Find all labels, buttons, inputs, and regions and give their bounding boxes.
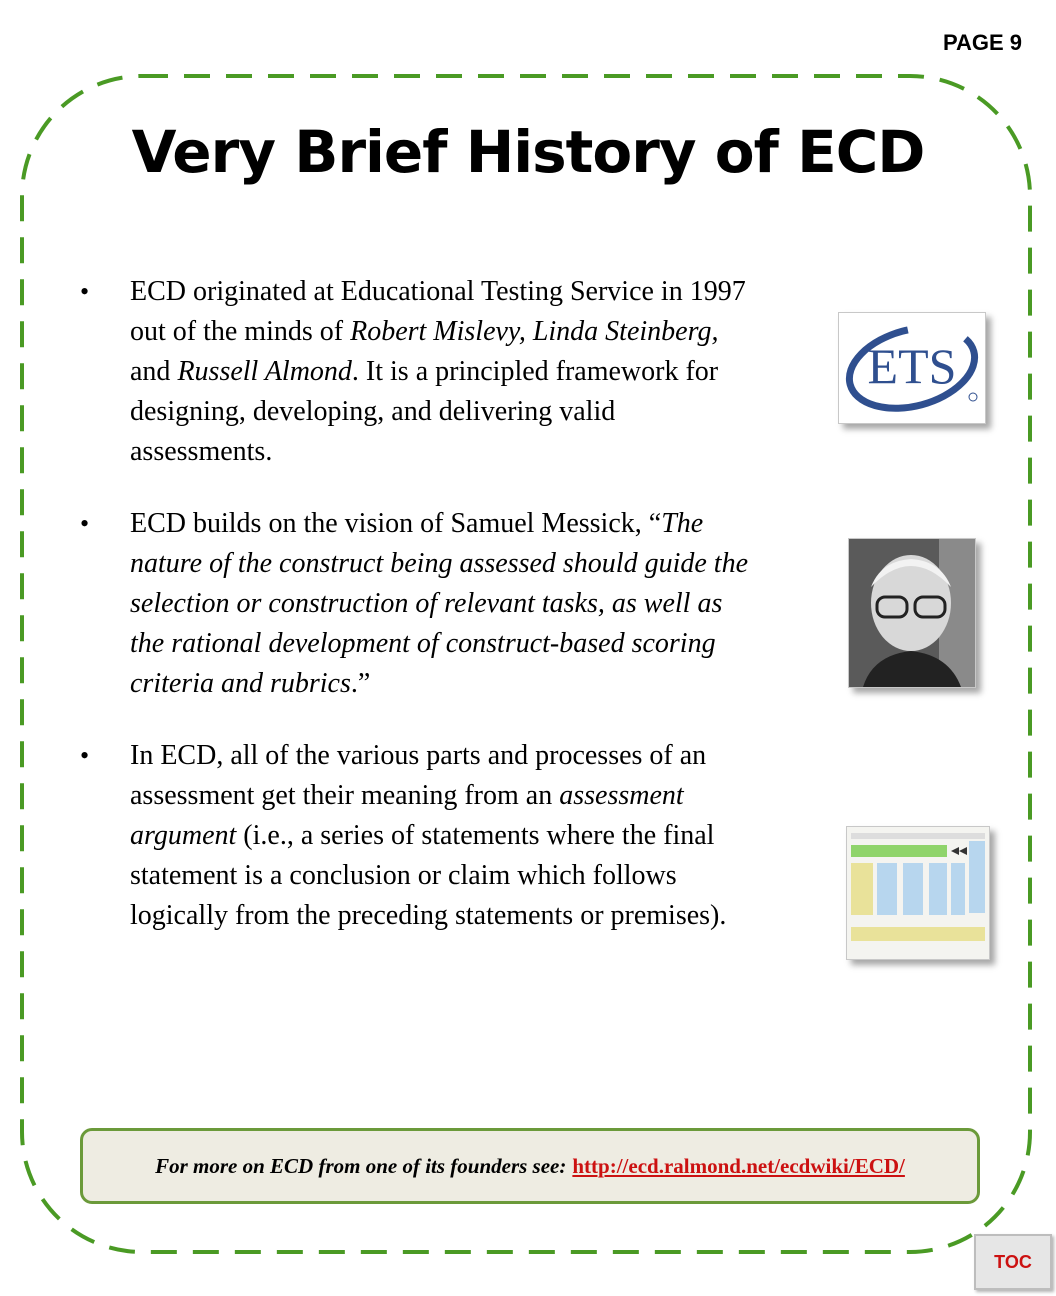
bullet-italic: The nature of the construct being assessed should guide the selection or construction of relevant tasks, as well as the rational development of construct-based scoring criteria and rubrics: [130, 508, 748, 699]
ecd-wiki-link[interactable]: http://ecd.ralmond.net/ecdwiki/ECD/: [572, 1153, 905, 1178]
bullet-italic: Robert Mislevy, Linda Steinberg,: [350, 316, 719, 347]
list-item: [80, 504, 760, 704]
list-item: [80, 272, 760, 472]
bullet-text: .”: [350, 668, 371, 699]
ets-logo-image: [838, 312, 986, 424]
list-item: [80, 736, 760, 936]
messick-portrait-image: [848, 538, 976, 688]
footer-note: [80, 1128, 980, 1204]
bullet-list: [80, 272, 760, 968]
bullet-text: and: [130, 356, 178, 387]
bullet-text: In ECD, all of the various parts and processes of an assessment get their meaning from an: [130, 740, 707, 811]
bullet-italic: assessment argument: [130, 780, 684, 851]
bullet-text: ECD originated at Educational Testing Service in 1997 out of the minds of: [130, 276, 746, 347]
bullet-dot-icon: •: [80, 741, 90, 770]
bullet-text: ECD builds on the vision of Samuel Messick, “: [130, 508, 662, 539]
bullet-text: . It is a principled framework for designing, developing, and delivering valid assessments.: [130, 356, 719, 467]
page-number: PAGE 9: [942, 30, 1022, 55]
ets-logo-text: ETS: [867, 338, 957, 394]
footer-text: For more on ECD from one of its founders see:: [155, 1153, 567, 1178]
ets-logo-icon: [839, 313, 985, 423]
bullet-italic: Russell Almond: [177, 356, 352, 387]
page-title: Very Brief History of ECD: [131, 118, 925, 186]
toc-button[interactable]: TOC: [974, 1234, 1052, 1290]
assessment-argument-diagram-image: [846, 826, 990, 960]
bullet-dot-icon: •: [80, 509, 90, 538]
diagram-thumbnail-icon: [847, 827, 989, 959]
bullet-dot-icon: •: [80, 277, 90, 306]
bullet-text: (i.e., a series of statements where the final statement is a conclusion or claim which follows logically from the preceding statements or premises).: [130, 820, 727, 931]
portrait-icon: [849, 539, 975, 687]
